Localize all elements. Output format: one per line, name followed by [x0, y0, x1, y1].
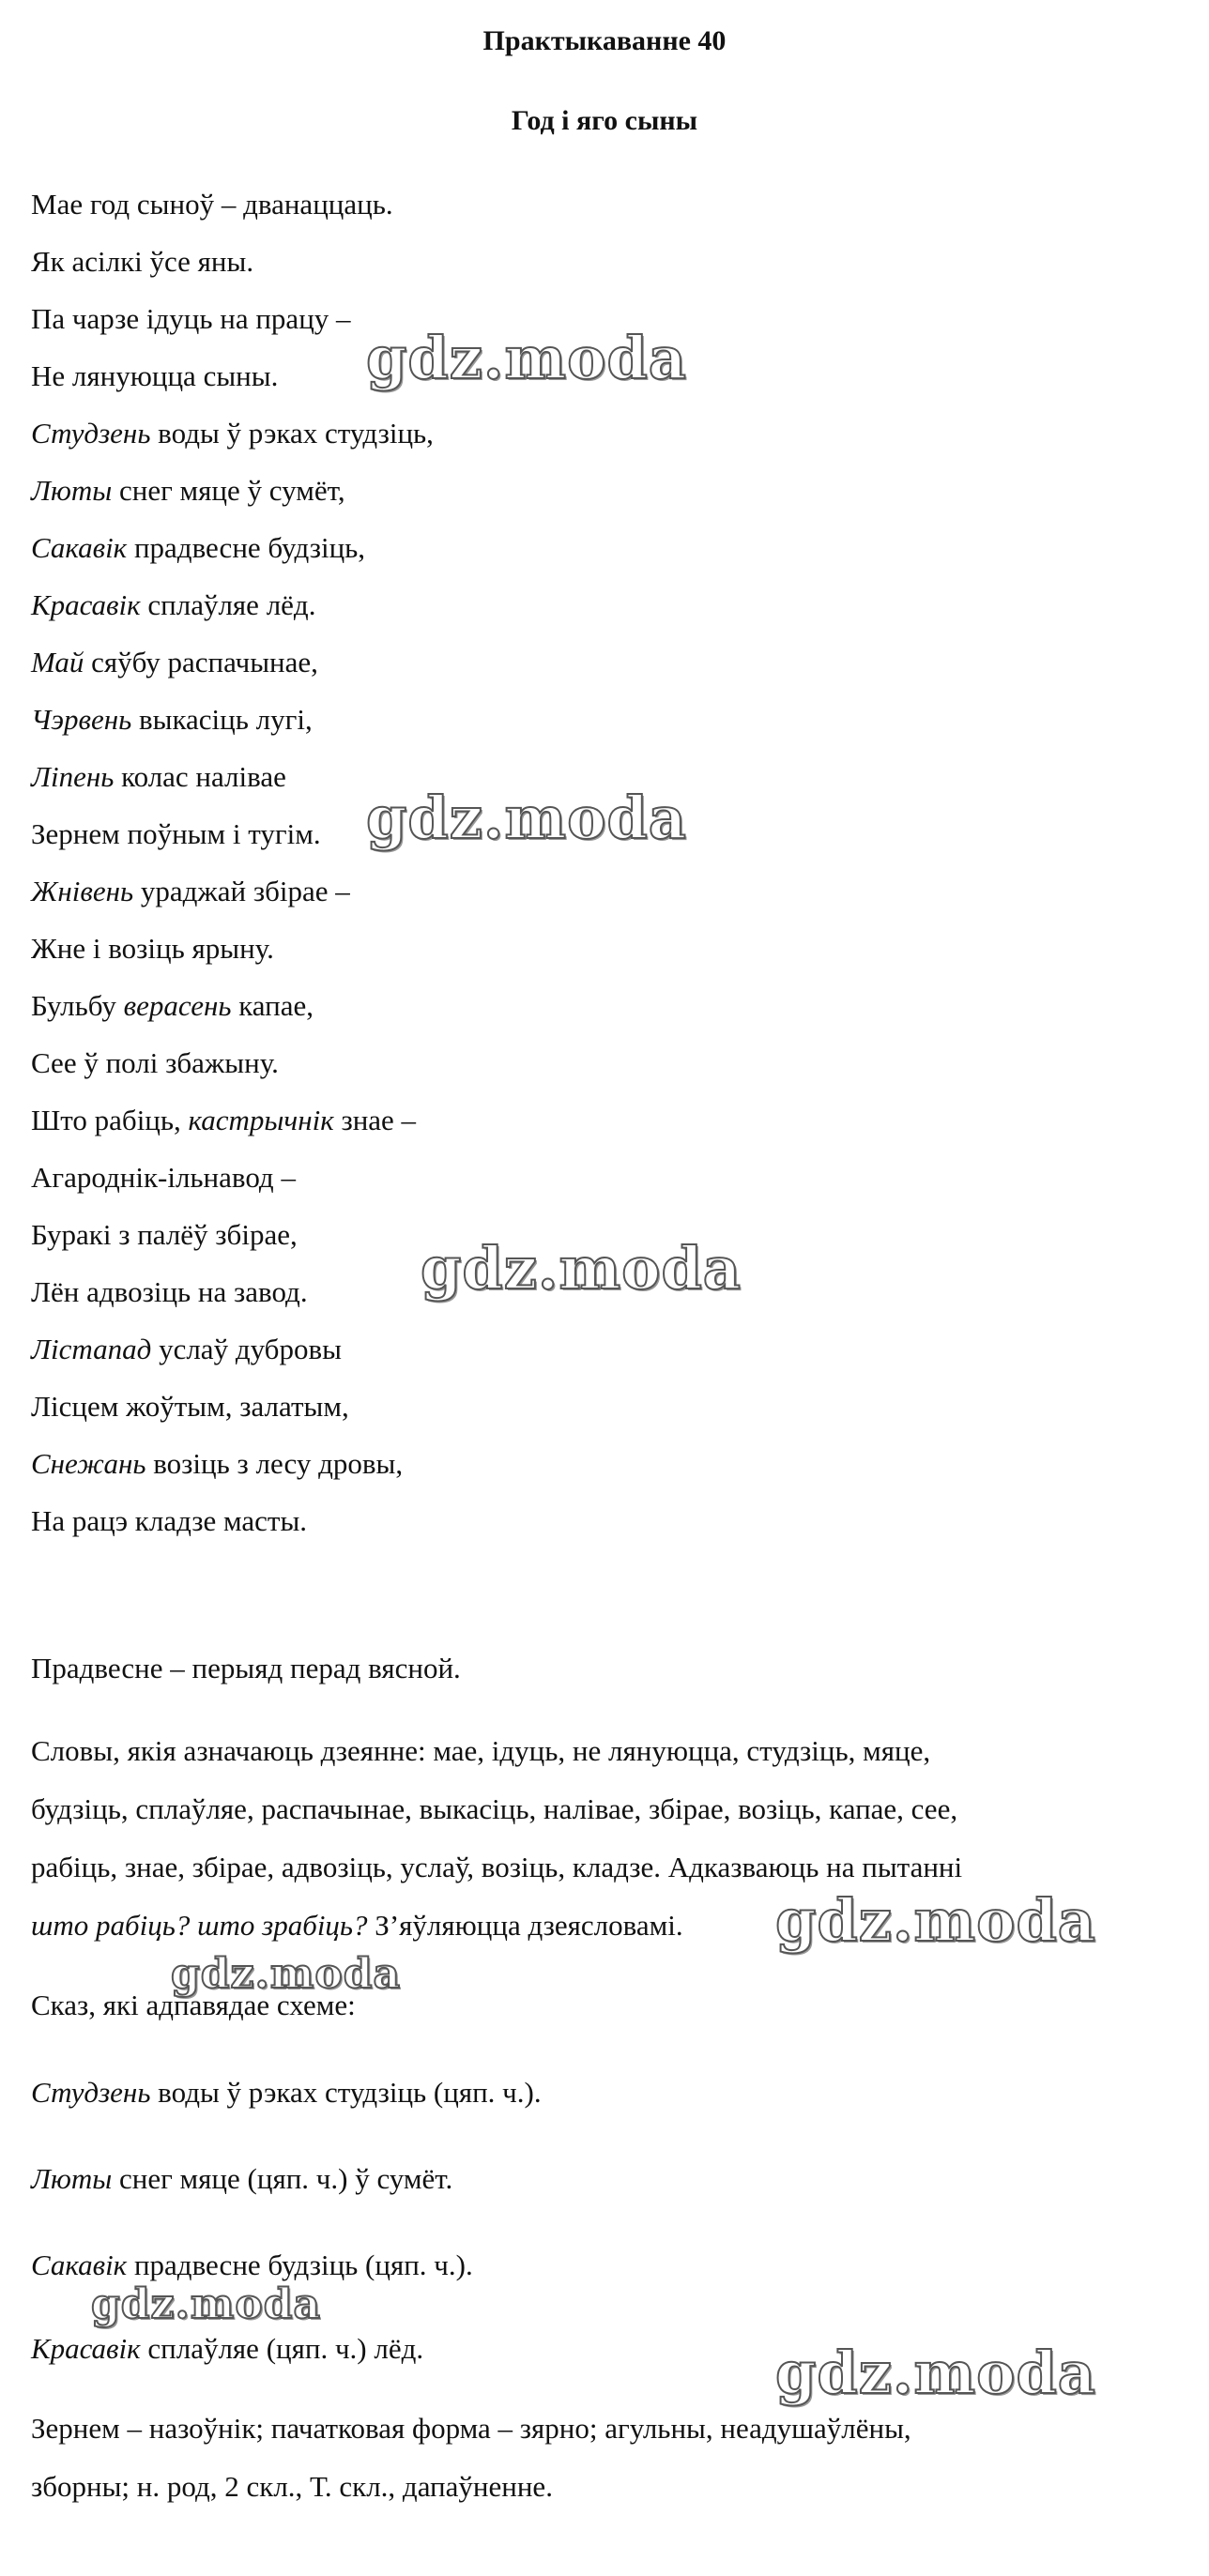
text-line: што рабіць? што зрабіць? З’яўляюцца дзеясловамі. [31, 1909, 683, 1942]
poem-line: Сее ў полі збажыну. [31, 1046, 279, 1079]
watermark: gdz.moda [171, 1950, 402, 1998]
text-line: Зернем – назоўнік; пачатковая форма – зярно; агульны, неадушаўлёны, [31, 2412, 911, 2445]
example-line: Красавік сплаўляе (цяп. ч.) лёд. [31, 2332, 424, 2365]
poem-line: Жне і возіць ярыну. [31, 932, 274, 965]
poem-line: Па чарзе ідуць на працу – [31, 302, 351, 335]
poem-line: Мае год сыноў – дванаццаць. [31, 188, 393, 221]
watermark: gdz.moda [421, 1234, 742, 1303]
poem-line: Студзень воды ў рэках студзіць, [31, 417, 434, 450]
text-line: Словы, якія азначаюць дзеянне: мае, ідуць, не лянуюцца, студзіць, мяце, [31, 1734, 931, 1767]
note-line: Прадвесне – перыяд перад вясной. [31, 1652, 461, 1684]
poem-line: Лістапад услаў дубровы [31, 1333, 342, 1365]
poem-line: Што рабіць, кастрычнік знае – [31, 1104, 417, 1136]
poem-line: Як асілкі ўсе яны. [31, 245, 254, 278]
poem-line: Зернем поўным і тугім. [31, 817, 321, 850]
poem-line: Агароднік-ільнавод – [31, 1161, 296, 1194]
scheme-label: Сказ, які адпавядае схеме: [31, 1989, 356, 2021]
example-line: Сакавік прадвесне будзіць (цяп. ч.). [31, 2248, 473, 2281]
poem-line: Люты снег мяце ў сумёт, [31, 474, 345, 507]
watermark: gdz.moda [775, 2339, 1096, 2407]
poem-line: Чэрвень выкасіць лугі, [31, 703, 313, 736]
watermark: gdz.moda [91, 2280, 322, 2328]
poem-line: Не лянуюцца сыны. [31, 359, 279, 392]
poem-line: Лісцем жоўтым, залатым, [31, 1390, 349, 1423]
poem-line: Бульбу верасень капае, [31, 989, 314, 1022]
poem-line: Снежань возіць з лесу дровы, [31, 1447, 404, 1480]
text-line: рабіць, знае, збірае, адвозіць, услаў, возіць, кладзе. Адказваюць на пытанні [31, 1851, 963, 1883]
poem-title: Год і яго сыны [511, 105, 698, 136]
poem-line: Лён адвозіць на завод. [31, 1275, 308, 1308]
poem-line: Май сяўбу распачынае, [31, 646, 318, 678]
poem-line: Красавік сплаўляе лёд. [31, 588, 316, 621]
poem-line: Ліпень колас налівае [31, 760, 286, 793]
example-line: Люты снег мяце (цяп. ч.) ў сумёт. [31, 2162, 453, 2195]
poem-line: Буракі з палёў збірае, [31, 1218, 298, 1251]
text-line: будзіць, сплаўляе, распачынае, выкасіць, налівае, збірае, возіць, капае, сее, [31, 1792, 958, 1825]
watermark: gdz.moda [775, 1886, 1096, 1955]
watermark: gdz.moda [366, 784, 687, 852]
watermark: gdz.moda [366, 324, 687, 392]
poem-line: Жнівень ураджай збірае – [31, 875, 350, 907]
poem-line: Сакавік прадвесне будзіць, [31, 531, 366, 564]
example-line: Студзень воды ў рэках студзіць (цяп. ч.). [31, 2076, 542, 2109]
exercise-heading: Практыкаванне 40 [482, 25, 727, 56]
text-line: зборны; н. род, 2 скл., Т. скл., дапаўненне. [31, 2470, 553, 2503]
poem-line: На рацэ кладзе масты. [31, 1504, 308, 1537]
